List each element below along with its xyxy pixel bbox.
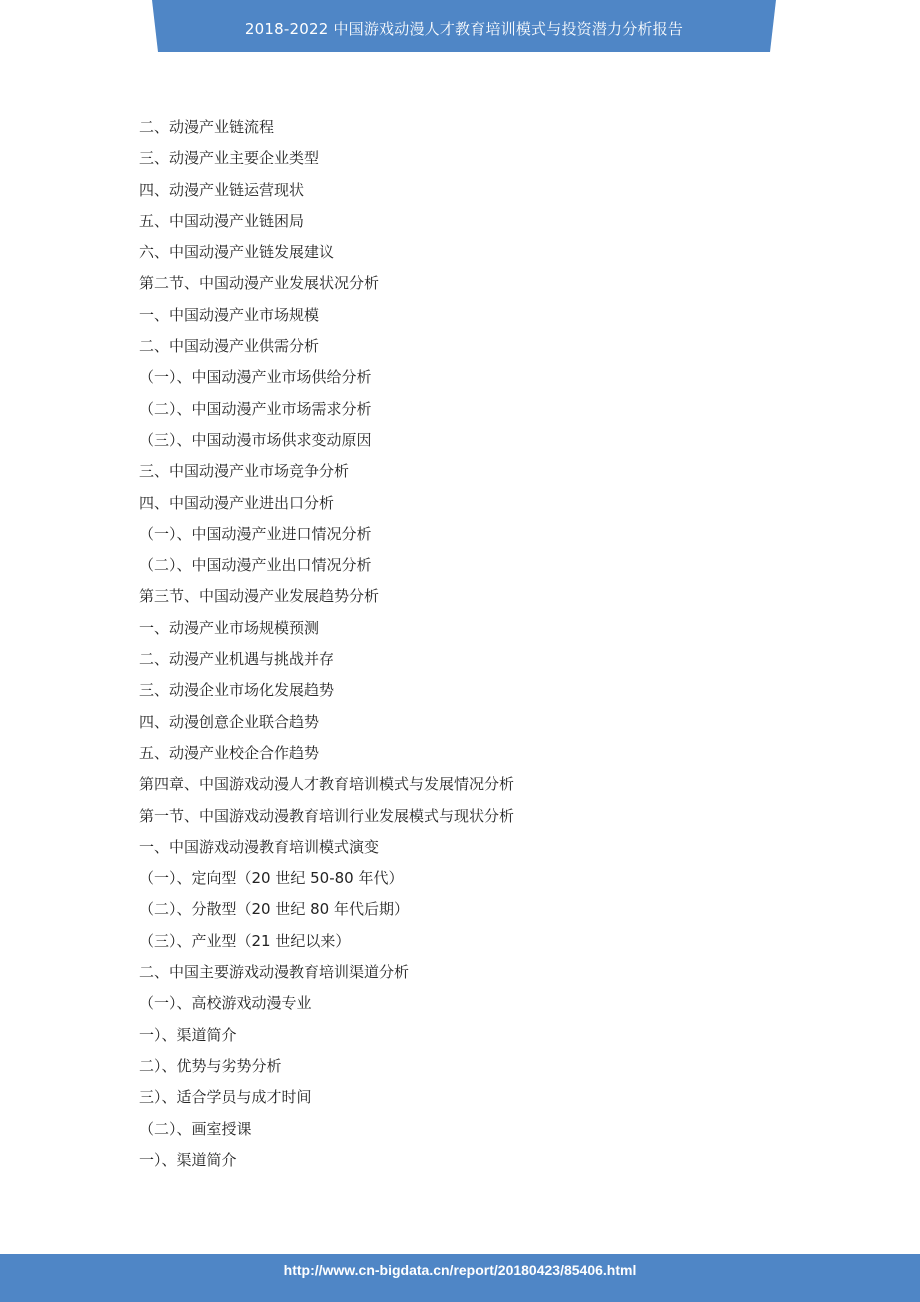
toc-item: 一、中国动漫产业市场规模 <box>139 305 320 324</box>
toc-item: 一、中国游戏动漫教育培训模式演变 <box>139 837 380 856</box>
document-title: 2018-2022 中国游戏动漫人才教育培训模式与投资潜力分析报告 <box>244 20 684 38</box>
toc-item: 四、动漫创意企业联合趋势 <box>139 712 320 731</box>
toc-item: （一）、高校游戏动漫专业 <box>139 994 312 1013</box>
toc-item: 四、动漫产业链运营现状 <box>139 180 305 199</box>
toc-item: 第三节、中国动漫产业发展趋势分析 <box>139 587 380 606</box>
toc-item: 三、中国动漫产业市场竞争分析 <box>139 462 350 481</box>
toc-item: （二）、画室授课 <box>139 1119 252 1138</box>
toc-item: 六、中国动漫产业链发展建议 <box>139 243 335 262</box>
toc-item: 第四章、中国游戏动漫人才教育培训模式与发展情况分析 <box>139 775 515 794</box>
toc-item: 二）、优势与劣势分析 <box>139 1056 282 1075</box>
toc-item: 二、中国主要游戏动漫教育培训渠道分析 <box>139 963 410 982</box>
toc-item: 第一节、中国游戏动漫教育培训行业发展模式与现状分析 <box>139 806 515 825</box>
toc-item: 二、动漫产业机遇与挑战并存 <box>139 650 335 669</box>
toc-item: （二）、中国动漫产业市场需求分析 <box>139 399 372 418</box>
toc-item: （一）、定向型（20 世纪 50-80 年代） <box>139 869 404 888</box>
header-banner <box>0 0 920 52</box>
toc-item: （二）、中国动漫产业出口情况分析 <box>139 556 372 575</box>
toc-item: 五、中国动漫产业链困局 <box>139 211 305 230</box>
toc-item: 一、动漫产业市场规模预测 <box>139 618 320 637</box>
toc-item: 第二节、中国动漫产业发展状况分析 <box>139 274 380 293</box>
table-of-contents <box>139 112 839 1176</box>
toc-item: （三）、中国动漫市场供求变动原因 <box>139 430 372 449</box>
toc-item: 四、中国动漫产业进出口分析 <box>139 493 335 512</box>
toc-item: 三、动漫企业市场化发展趋势 <box>139 681 335 700</box>
toc-item: （二）、分散型（20 世纪 80 年代后期） <box>139 900 409 919</box>
toc-item: 一）、渠道简介 <box>139 1025 237 1044</box>
toc-item: （一）、中国动漫产业进口情况分析 <box>139 524 372 543</box>
toc-item: 二、中国动漫产业供需分析 <box>139 337 320 356</box>
toc-item: （三）、产业型（21 世纪以来） <box>139 931 351 950</box>
toc-item: 五、动漫产业校企合作趋势 <box>139 743 320 762</box>
toc-item: （一）、中国动漫产业市场供给分析 <box>139 368 372 387</box>
toc-item: 一）、渠道简介 <box>139 1150 237 1169</box>
toc-item: 三）、适合学员与成才时间 <box>139 1088 312 1107</box>
footer-url: http://www.cn-bigdata.cn/report/20180423/85406.html <box>283 1262 637 1278</box>
toc-item: 三、动漫产业主要企业类型 <box>139 149 320 168</box>
toc-item: 二、动漫产业链流程 <box>139 118 275 136</box>
footer-bar <box>0 1254 920 1302</box>
